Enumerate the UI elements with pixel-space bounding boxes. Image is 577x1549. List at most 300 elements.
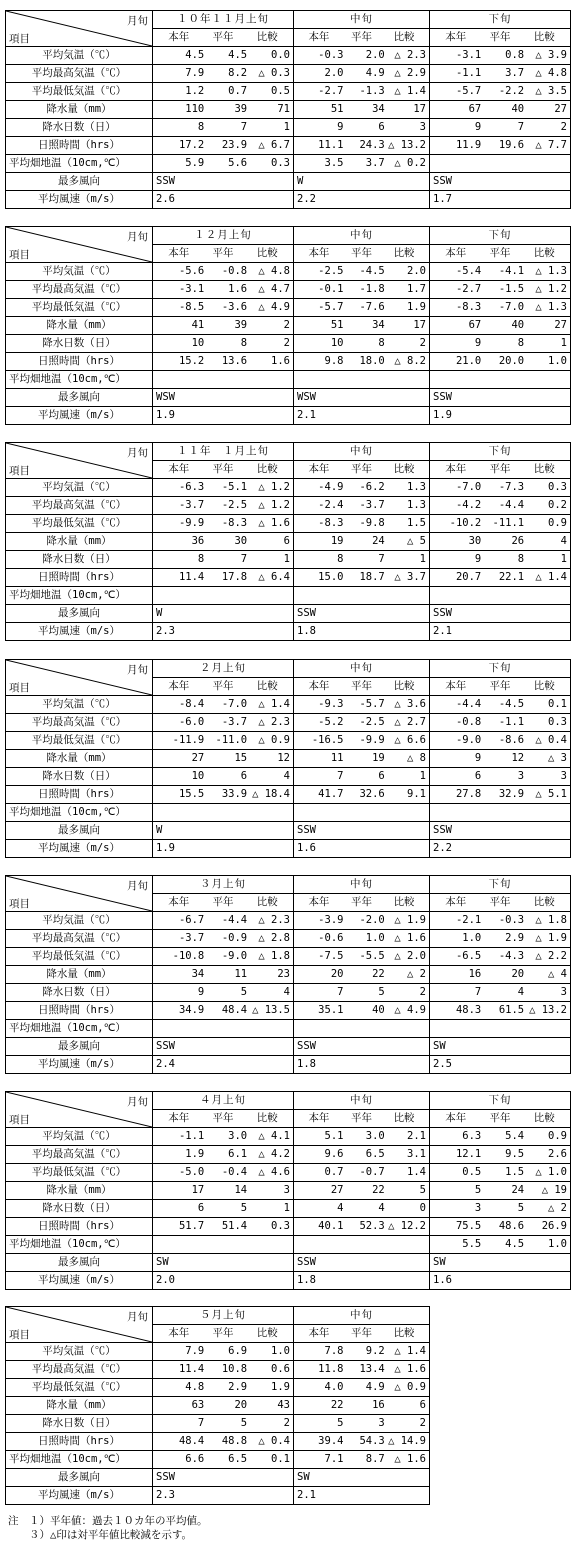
this-year-value: 8: [197, 121, 205, 134]
item-name: 日照時間（hrs）: [6, 1433, 153, 1451]
this-year-value: -8.3: [318, 517, 344, 530]
normal-value: 14: [234, 1184, 248, 1197]
normal-value: -2.2: [498, 85, 525, 98]
normal-value: 24.3: [359, 139, 385, 152]
table-row: [6, 1415, 430, 1433]
difference-value: △ 0.9: [258, 734, 290, 747]
period-header: 下旬: [430, 11, 571, 29]
item-name: 降水量（mm）: [6, 533, 153, 551]
item-name: 平均風速（m/s）: [6, 623, 153, 641]
period-header: ２月上旬: [153, 660, 294, 678]
difference-value: 2: [419, 337, 426, 350]
wind-value: 2.5: [430, 1056, 571, 1074]
sub-header-label: 比較: [393, 680, 415, 693]
period-values: [153, 353, 294, 371]
period-values: [430, 353, 571, 371]
weather-table-block: [5, 10, 571, 209]
period-values: [430, 317, 571, 335]
normal-value: 22: [372, 1184, 385, 1197]
period-values: [294, 1020, 430, 1038]
period-values: [430, 1146, 571, 1164]
period-values: [294, 1379, 430, 1397]
normal-value: -11.1: [492, 517, 525, 530]
normal-value: 18.7: [359, 571, 385, 584]
item-name: 平均最高気温（℃）: [6, 930, 153, 948]
difference-value: △ 2.0: [394, 950, 426, 963]
normal-value: 3: [378, 1417, 385, 1430]
period-values: [294, 83, 430, 101]
sub-header-label: 比較: [533, 247, 555, 260]
normal-value: -7.0: [498, 301, 525, 314]
difference-value: 17: [413, 103, 426, 116]
weather-table: [5, 1306, 430, 1505]
weather-table-block: [5, 442, 571, 641]
normal-value: -0.4: [221, 1166, 248, 1179]
this-year-value: -8.5: [178, 301, 205, 314]
difference-value: △ 4.8: [535, 67, 567, 80]
normal-value: 23.9: [221, 139, 248, 152]
this-year-value: -9.3: [318, 698, 344, 711]
difference-value: △ 1.6: [394, 932, 426, 945]
difference-value: 17: [413, 319, 426, 332]
this-year-value: 4: [337, 1202, 344, 1215]
period-values: [430, 551, 571, 569]
period-values: [153, 966, 294, 984]
period-values: [294, 1236, 430, 1254]
wind-value: 2.1: [294, 407, 430, 425]
period-values: [153, 1164, 294, 1182]
normal-value: 8.7: [365, 1453, 385, 1466]
normal-value: 39: [234, 103, 248, 116]
item-name: 平均畑地温（10cm,℃）: [6, 371, 153, 389]
this-year-value: 6.6: [185, 1453, 205, 1466]
sub-header-cell: [153, 461, 294, 479]
this-year-value: -16.5: [311, 734, 344, 747]
wind-value: 2.3: [153, 623, 294, 641]
normal-value: 8: [517, 337, 525, 350]
sub-header-label: 平年: [351, 896, 372, 909]
normal-value: 7: [240, 121, 248, 134]
this-year-value: 9: [197, 986, 205, 999]
this-year-value: 7: [474, 986, 482, 999]
period-values: [294, 1451, 430, 1469]
this-year-value: -8.4: [178, 698, 205, 711]
normal-value: 12: [511, 752, 525, 765]
period-values: [294, 515, 430, 533]
this-year-value: 9.8: [324, 355, 344, 368]
period-values: [294, 1002, 430, 1020]
sub-header-label: 本年: [308, 31, 330, 44]
normal-value: -2.0: [359, 914, 385, 927]
normal-value: 18.0: [359, 355, 385, 368]
period-values: [153, 696, 294, 714]
this-year-value: 67: [468, 319, 482, 332]
sub-header-label: 平年: [489, 680, 511, 693]
item-name: 最多風向: [6, 822, 153, 840]
this-year-value: 11: [330, 752, 344, 765]
table-row: [6, 173, 571, 191]
table-row: [6, 353, 571, 371]
wind-value: 2.1: [430, 623, 571, 641]
difference-value: 1.0: [271, 1345, 290, 1358]
sub-header-cell: [153, 678, 294, 696]
period-values: [153, 732, 294, 750]
period-values: [430, 137, 571, 155]
sub-header-label: 比較: [256, 31, 278, 44]
difference-value: 0.3: [548, 481, 567, 494]
difference-value: 1.0: [548, 1238, 567, 1251]
period-values: [153, 1361, 294, 1379]
table-row: [6, 714, 571, 732]
difference-value: △ 1.0: [535, 1166, 567, 1179]
period-values: [294, 1164, 430, 1182]
this-year-value: -2.1: [455, 914, 482, 927]
item-name: 最多風向: [6, 389, 153, 407]
this-year-value: 9: [474, 337, 482, 350]
month-period-label: 月旬: [127, 447, 148, 459]
item-name: 最多風向: [6, 173, 153, 191]
period-values: [153, 1128, 294, 1146]
normal-value: 8: [378, 337, 385, 350]
item-label: 項目: [9, 1328, 30, 1341]
item-name: 最多風向: [6, 1254, 153, 1272]
difference-value: 2: [419, 1417, 426, 1430]
period-values: [294, 47, 430, 65]
normal-value: 6.5: [365, 1148, 385, 1161]
normal-value: 0.8: [505, 49, 525, 62]
period-values: [153, 1236, 294, 1254]
period-values: [294, 732, 430, 750]
wind-value: 1.6: [430, 1272, 571, 1290]
period-values: [430, 1236, 571, 1254]
period-values: [430, 263, 571, 281]
difference-value: 2: [283, 319, 290, 332]
normal-value: 5: [240, 1202, 248, 1215]
wind-value: SSW: [153, 1469, 294, 1487]
period-values: [430, 83, 571, 101]
item-name: 平均風速（m/s）: [6, 191, 153, 209]
period-values: [294, 696, 430, 714]
difference-value: △ 1.8: [258, 950, 290, 963]
wind-value: W: [294, 173, 430, 191]
table-row: [6, 299, 571, 317]
wind-value: 1.8: [294, 1056, 430, 1074]
item-name: 最多風向: [6, 1469, 153, 1487]
this-year-value: 7.9: [185, 67, 205, 80]
normal-value: 7: [240, 553, 248, 566]
table-row: [6, 569, 571, 587]
difference-value: △ 13.5: [252, 1004, 290, 1017]
normal-value: -9.9: [359, 734, 385, 747]
this-year-value: 16: [468, 968, 482, 981]
normal-value: 17.8: [221, 571, 248, 584]
difference-value: △ 1.4: [535, 571, 567, 584]
difference-value: △ 2: [407, 968, 426, 981]
difference-value: △ 12.2: [388, 1220, 426, 1233]
period-values: [430, 696, 571, 714]
table-row: [6, 533, 571, 551]
normal-value: 20.0: [498, 355, 525, 368]
period-values: [430, 479, 571, 497]
sub-header-label: 平年: [489, 247, 511, 260]
period-values: [294, 786, 430, 804]
corner-header-cell: [6, 660, 153, 696]
item-name: 平均風速（m/s）: [6, 840, 153, 858]
period-values: [294, 1218, 430, 1236]
difference-value: 43: [277, 1399, 290, 1412]
normal-value: 3.0: [228, 1130, 248, 1143]
item-name: 平均畑地温（10cm,℃）: [6, 155, 153, 173]
sub-header-cell: [294, 1110, 430, 1128]
table-row: [6, 1020, 571, 1038]
this-year-value: 6: [474, 770, 482, 783]
difference-value: 1.5: [407, 517, 426, 530]
normal-value: 5: [378, 986, 385, 999]
period-values: [153, 1200, 294, 1218]
sub-header-label: 本年: [445, 463, 467, 476]
period-values: [153, 587, 294, 605]
table-row: [6, 371, 571, 389]
normal-value: 52.3: [359, 1220, 385, 1233]
difference-value: △ 3.6: [394, 698, 426, 711]
normal-value: -5.7: [359, 698, 385, 711]
sub-header-label: 本年: [308, 247, 330, 260]
difference-value: △ 1.3: [535, 301, 567, 314]
normal-value: 40: [511, 103, 525, 116]
wind-value: 2.6: [153, 191, 294, 209]
normal-value: 24: [511, 1184, 525, 1197]
item-name: 降水量（mm）: [6, 101, 153, 119]
sub-header-label: 比較: [256, 1327, 278, 1340]
this-year-value: 9: [474, 553, 482, 566]
sub-header-label: 本年: [168, 680, 190, 693]
difference-value: △ 1.6: [258, 517, 290, 530]
item-name: 平均最低気温（℃）: [6, 515, 153, 533]
item-name: 平均最高気温（℃）: [6, 1361, 153, 1379]
difference-value: 2.0: [407, 265, 426, 278]
period-values: [430, 1164, 571, 1182]
item-name: 降水量（mm）: [6, 317, 153, 335]
this-year-value: 27: [330, 1184, 344, 1197]
period-values: [153, 1020, 294, 1038]
table-row: [6, 335, 571, 353]
this-year-value: -6.0: [178, 716, 205, 729]
sub-header-label: 平年: [351, 1327, 372, 1340]
table-row: [6, 407, 571, 425]
period-header: ４月上旬: [153, 1092, 294, 1110]
period-values: [153, 714, 294, 732]
period-values: [294, 768, 430, 786]
difference-value: 3: [419, 121, 426, 134]
weather-table-block: [5, 875, 571, 1074]
difference-value: △ 2.9: [394, 67, 426, 80]
normal-value: 40: [511, 319, 525, 332]
period-values: [294, 1397, 430, 1415]
period-values: [294, 714, 430, 732]
period-values: [153, 551, 294, 569]
normal-value: 4.5: [228, 49, 248, 62]
period-values: [153, 1002, 294, 1020]
this-year-value: 39.4: [318, 1435, 344, 1448]
normal-value: -0.3: [498, 914, 525, 927]
difference-value: △ 0.4: [258, 1435, 290, 1448]
this-year-value: 9: [474, 752, 482, 765]
sub-header-label: 平年: [489, 463, 511, 476]
this-year-value: 48.3: [455, 1004, 482, 1017]
normal-value: 3.0: [365, 1130, 385, 1143]
this-year-value: 6: [197, 1202, 205, 1215]
normal-value: -5.5: [359, 950, 385, 963]
difference-value: △ 3.7: [394, 571, 426, 584]
this-year-value: 1.2: [185, 85, 205, 98]
difference-value: △ 0.3: [258, 67, 290, 80]
normal-value: -0.8: [221, 265, 248, 278]
normal-value: 7: [378, 553, 385, 566]
period-values: [153, 101, 294, 119]
month-period-label: 月旬: [127, 1096, 148, 1108]
normal-value: 3.7: [365, 157, 385, 170]
normal-value: -4.5: [359, 265, 385, 278]
difference-value: △ 0.9: [394, 1381, 426, 1394]
this-year-value: -7.0: [455, 481, 482, 494]
normal-value: 6.9: [228, 1345, 248, 1358]
period-values: [430, 587, 571, 605]
sub-header-label: 本年: [308, 1327, 330, 1340]
normal-value: -1.1: [498, 716, 525, 729]
period-header: 下旬: [430, 876, 571, 894]
normal-value: 5.6: [228, 157, 248, 170]
difference-value: 1: [283, 1202, 290, 1215]
period-values: [294, 1128, 430, 1146]
period-values: [294, 299, 430, 317]
normal-value: 6.1: [228, 1148, 248, 1161]
table-row: [6, 822, 571, 840]
normal-value: -3.7: [359, 499, 385, 512]
this-year-value: 8: [337, 553, 344, 566]
wind-value: 1.9: [430, 407, 571, 425]
period-values: [153, 47, 294, 65]
item-name: 平均畑地温（10cm,℃）: [6, 587, 153, 605]
period-values: [430, 1182, 571, 1200]
item-name: 降水日数（日）: [6, 119, 153, 137]
wind-value: 1.7: [430, 191, 571, 209]
period-values: [153, 1343, 294, 1361]
period-values: [430, 281, 571, 299]
month-period-label: 月旬: [127, 664, 148, 676]
item-name: 日照時間（hrs）: [6, 786, 153, 804]
sub-header-label: 平年: [351, 680, 372, 693]
this-year-value: -5.2: [318, 716, 344, 729]
sub-header-label: 平年: [212, 680, 234, 693]
table-row: [6, 732, 571, 750]
period-values: [294, 551, 430, 569]
table-row: [6, 1254, 571, 1272]
wind-value: 1.9: [153, 840, 294, 858]
period-values: [430, 47, 571, 65]
normal-value: 11: [234, 968, 248, 981]
this-year-value: 12.1: [455, 1148, 482, 1161]
footnote-2: ３）△印は対平年値比較減を示す。: [8, 1529, 192, 1541]
period-values: [153, 155, 294, 173]
normal-value: 15: [234, 752, 248, 765]
normal-value: -4.5: [498, 698, 525, 711]
wind-value: 2.3: [153, 1487, 294, 1505]
normal-value: 6: [240, 770, 248, 783]
table-row: [6, 83, 571, 101]
sub-header-label: 比較: [393, 31, 415, 44]
sub-header-label: 平年: [351, 31, 372, 44]
table-row: [6, 1361, 430, 1379]
difference-value: 3: [560, 986, 567, 999]
period-header: １２月上旬: [153, 227, 294, 245]
period-header: 中旬: [294, 1092, 430, 1110]
wind-value: SSW: [294, 1254, 430, 1272]
difference-value: △ 4: [548, 968, 567, 981]
period-header: ３月上旬: [153, 876, 294, 894]
sub-header-label: 比較: [393, 247, 415, 260]
difference-value: 9.1: [407, 788, 426, 801]
wind-value: W: [153, 605, 294, 623]
normal-value: 20: [234, 1399, 248, 1412]
sub-header-label: 平年: [489, 31, 511, 44]
sub-header-label: 本年: [445, 1112, 467, 1125]
wind-value: SSW: [294, 605, 430, 623]
difference-value: △ 1.8: [535, 914, 567, 927]
period-values: [153, 948, 294, 966]
period-values: [153, 1379, 294, 1397]
period-header: １０年１１月上旬: [153, 11, 294, 29]
difference-value: △ 5: [407, 535, 426, 548]
item-name: 日照時間（hrs）: [6, 353, 153, 371]
normal-value: -5.1: [221, 481, 248, 494]
difference-value: △ 4.7: [258, 283, 290, 296]
item-label: 項目: [9, 897, 30, 910]
this-year-value: 7.1: [324, 1453, 344, 1466]
weather-table: [5, 226, 571, 425]
this-year-value: 19: [330, 535, 344, 548]
normal-value: 32.6: [359, 788, 385, 801]
footnote-1: 注 １）平年値：過去１０カ年の平均値。: [8, 1515, 208, 1527]
corner-header-cell: [6, 11, 153, 47]
difference-value: 2.6: [548, 1148, 567, 1161]
period-header: 下旬: [430, 443, 571, 461]
item-name: 日照時間（hrs）: [6, 1218, 153, 1236]
difference-value: △ 3.5: [535, 85, 567, 98]
table-row: [6, 696, 571, 714]
table-row: [6, 47, 571, 65]
item-name: 降水量（mm）: [6, 1182, 153, 1200]
difference-value: △ 4.6: [258, 1166, 290, 1179]
this-year-value: -6.7: [178, 914, 205, 927]
this-year-value: -5.7: [318, 301, 344, 314]
this-year-value: 2.0: [324, 67, 344, 80]
period-header: 下旬: [430, 660, 571, 678]
period-values: [294, 137, 430, 155]
sub-header-label: 本年: [168, 1112, 190, 1125]
sub-header-label: 平年: [212, 896, 234, 909]
wind-value: 1.8: [294, 1272, 430, 1290]
difference-value: △ 1.9: [394, 914, 426, 927]
table-row: [6, 1469, 430, 1487]
period-values: [430, 930, 571, 948]
this-year-value: -0.6: [318, 932, 344, 945]
difference-value: △ 8.2: [394, 355, 426, 368]
difference-value: △ 1.6: [394, 1453, 426, 1466]
table-row: [6, 1218, 571, 1236]
sub-header-label: 本年: [445, 31, 467, 44]
period-values: [430, 768, 571, 786]
sub-header-label: 本年: [308, 680, 330, 693]
